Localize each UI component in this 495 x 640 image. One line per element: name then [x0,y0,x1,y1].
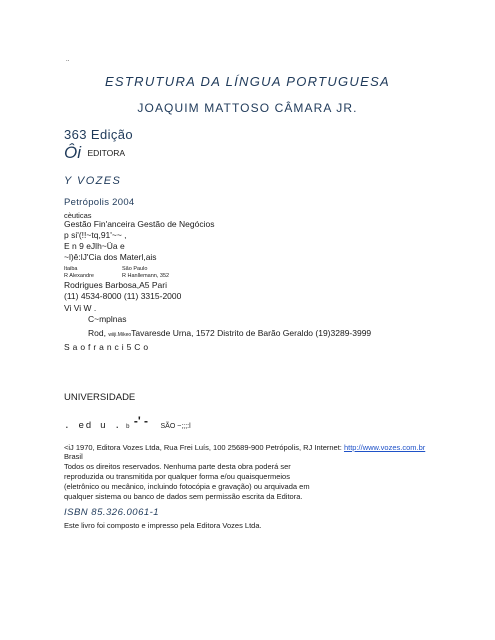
sao-line: S a o f r a n c i 5 C o [64,342,149,352]
book-title: ESTRUTURA DA LÍNGUA PORTUGUESA [104,74,391,89]
book-author: JOAQUIM MATTOSO CÂMARA JR. [137,101,358,115]
rodovia-text: Tavaresde Urna, 1572 Distrito de Barão Geraldo (19)3289-3999 [131,328,372,338]
rights-line: qualquer sistema ou banco de dados sem permissão escrita da Editora. [64,492,303,501]
address-left-2: R Alexandre [64,273,94,279]
address-right-2: R Hanllemann, 352 [122,273,170,279]
mplnas-line: C~mplnas [88,314,127,324]
edu-sao: SÃO ~;;;:l [160,423,191,430]
imprint-line: E n 9 eJlh~Üa e [64,241,125,251]
editora-mark: Ôi [64,143,81,162]
street-line: Rodrigues Barbosa,A5 Pari [64,280,168,290]
publication-city: Petrópolis 2004 [64,197,135,208]
website-link[interactable]: http://www.vozes.com.br [343,443,426,452]
editora-label: EDITORA [87,148,126,158]
imprint-line: Gestão Fin'anceira Gestão de Negócios [64,219,215,229]
imprint-line: cèuticas [64,211,92,220]
edu-text: . ed u . [64,420,122,431]
rights-line: Todos os direitos reservados. Nenhuma parte desta obra poderá ser [64,462,291,471]
copyright-text: <iJ 1970, Editora Vozes Ltda, Rua Frei Luís, 100 25689-900 Petrópolis, RJ Internet: [64,443,344,452]
page-marker: .. [66,57,70,63]
imprint-line: ~l)ê:lJ'Cia dos Materl,ais [64,252,157,262]
address-right-1: São Paulo [122,266,148,272]
phone-line: (11) 4534-8000 (11) 3315-2000 [64,291,182,301]
edition-label: 363 Edição [64,127,134,142]
isbn-label: ISBN 85.326.0061-1 [64,507,160,518]
imprint-line: p si'(!!~tq,91'~~ , [64,230,127,240]
rodovia-line [88,328,371,340]
rights-line: (eletrônico ou mecânico, incluindo fotocópia e gravação) ou arquivada em [64,482,310,491]
rodovia-prefix: Rod, [88,328,106,338]
address-left-1: Itaiba [64,266,78,272]
rights-line: reproduzida ou transmitida por qualquer forma e/ou quaisquermeios [64,472,290,481]
editora-row [64,143,125,163]
university-label: UNIVERSIDADE [64,392,136,403]
edu-row [64,414,191,433]
edu-b: b [126,424,130,430]
rodovia-tiny: wiiji.Mikeo [108,332,132,338]
publisher-name: Y VOZES [64,175,122,187]
vi-line: Vi Vi W . [64,303,97,313]
copyright-line [64,443,425,452]
copyright-country: Brasil [64,452,83,461]
printed-line: Este livro foi composto e impresso pela Editora Vozes Ltda. [64,521,262,530]
edu-mark: -' - [133,414,149,428]
